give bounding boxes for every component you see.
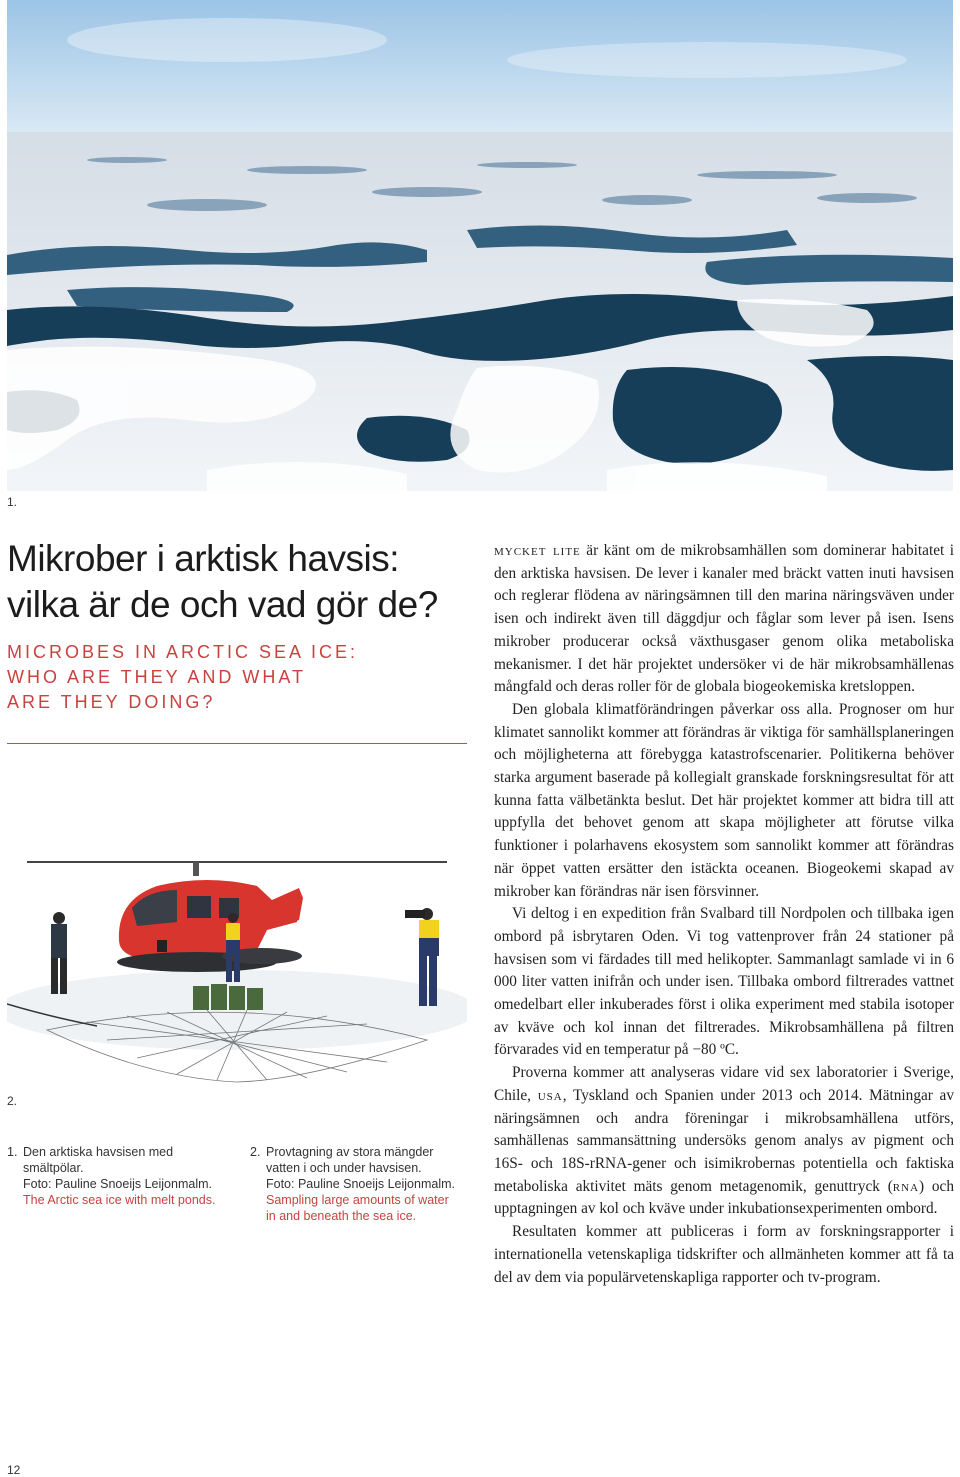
title-divider	[7, 743, 467, 744]
caption-number: 2.	[250, 1145, 261, 1159]
caption-english: The Arctic sea ice with melt ponds.	[23, 1193, 216, 1207]
caption-text: Den arktiska havsisen med	[23, 1145, 174, 1159]
caption-figure-2	[250, 1144, 470, 1224]
helicopter-sampling-photo	[7, 790, 467, 1090]
paragraph-text: , Tyskland och Spanien under 2013 och 2014. Mätningar av näringsämnen och andra föreningar i mikrobsamhällena utförs, samhällenas sammansättning undersöks genom analys av pigment och 16S- och 18S-rRNA-gener och isimikrobernas potentiella och faktiska metaboliska aktivitet mäts genom metagenomik, genuttryck (	[494, 1086, 954, 1195]
caption-text: Provtagning av stora mängder	[266, 1145, 434, 1159]
sea-ice-photo	[7, 0, 953, 491]
caption-english: Sampling large amounts of water	[266, 1193, 449, 1207]
figure-2-number: 2.	[7, 1094, 18, 1108]
body-paragraph	[494, 540, 954, 699]
body-paragraph: Den globala klimatförändringen påverkar oss alla. Prognoser om hur klimatet sannolikt kommer att förändras är viktiga för samhällsplaneringen och möjligheterna att förebygga katastrofscenarier. Politikerna behöver starka argument baserade på kollegialt granskade forskningsresultat för att kunna fatta välbetänkta beslut. Det här projektet kommer att bidra till att uppfylla det behovet genom att skapa möjligheter att förutse vilka funktioner i polarhavens ekosystem som sannolikt kommer att förändras när öppet vatten ersätter den istäckta oceanen. Biogeokemi skapad av mikrober kan förändras när isen försvinner.	[494, 700, 954, 900]
subtitle-line: MICROBES IN ARCTIC SEA ICE:	[7, 642, 359, 662]
title-line: vilka är de och vad gör de?	[7, 584, 438, 625]
title-line: Mikrober i arktisk havsis:	[7, 538, 400, 579]
article-body	[494, 540, 954, 1289]
page-title	[7, 536, 467, 628]
paragraph-text: är känt om de mikrobsamhällen som dominerar habitatet i den arktiska havsisen. De lever i kanaler med bräckt vatten inuti havsisen och reglerar flödena av näringsämnen till den marina näringsväven under isen och indirekt även till däggdjur och fåglar som lever på isen. Isens mikrober producerar också växthusgaser genom olika metaboliska mekanismer. I det här projektet undersöker vi de här mikrobsamhällenas mångfald och deras roller för de globala biogeokemiska kretsloppen.	[494, 542, 955, 696]
body-paragraph	[494, 1062, 954, 1221]
caption-figure-1	[7, 1144, 237, 1208]
subtitle-line: ARE THEY DOING?	[7, 692, 216, 712]
lead-in: mycket lite	[494, 542, 581, 559]
paragraph-text: ) och upptagningen av kol och kväve under inkubationsexperimenten ombord.	[494, 1177, 954, 1218]
abbreviation: rna	[892, 1177, 920, 1195]
photo-credit: Foto: Pauline Snoeijs Leijonmalm.	[266, 1177, 455, 1191]
subtitle-line: WHO ARE THEY AND WHAT	[7, 667, 307, 687]
caption-text: vatten i och under havsisen.	[266, 1161, 422, 1175]
english-subtitle	[7, 640, 467, 715]
photo-credit: Foto: Pauline Snoeijs Leijonmalm.	[23, 1177, 212, 1191]
figure-1-number: 1.	[7, 495, 18, 509]
caption-english: in and beneath the sea ice.	[266, 1209, 417, 1223]
caption-text: smältpölar.	[23, 1161, 84, 1175]
abbreviation: usa	[537, 1086, 563, 1104]
body-paragraph: Resultaten kommer att publiceras i form av forskningsrapporter i internationella vetenskapliga tidskrifter och allmänheten kommer att få ta del av dem via populärvetenskapliga rapporter och tv-program.	[494, 1223, 954, 1286]
paragraph-text: Proverna kommer att analyseras vidare vid sex laboratorier i Sverige, Chile,	[494, 1064, 954, 1104]
body-paragraph: Vi deltog i en expedition från Svalbard till Nordpolen och tillbaka igen ombord på isbrytaren Oden. Vi tog vattenprover från 24 stationer på havsisen som vi färdades till med helikopter. Sammanlagt samlade vi in 6 000 liter vatten inifrån och under isen. Tillbaka ombord filtrerades vattnet omedelbart eller inkuberades först i olika experiment med stabila isotoper av kväve och kol innan det filtrerades. Mikrobsamhällena på filtren förvarades vid en temperatur på −80 ºC.	[494, 905, 954, 1059]
caption-number: 1.	[7, 1145, 18, 1159]
page-number: 12	[7, 1463, 21, 1477]
